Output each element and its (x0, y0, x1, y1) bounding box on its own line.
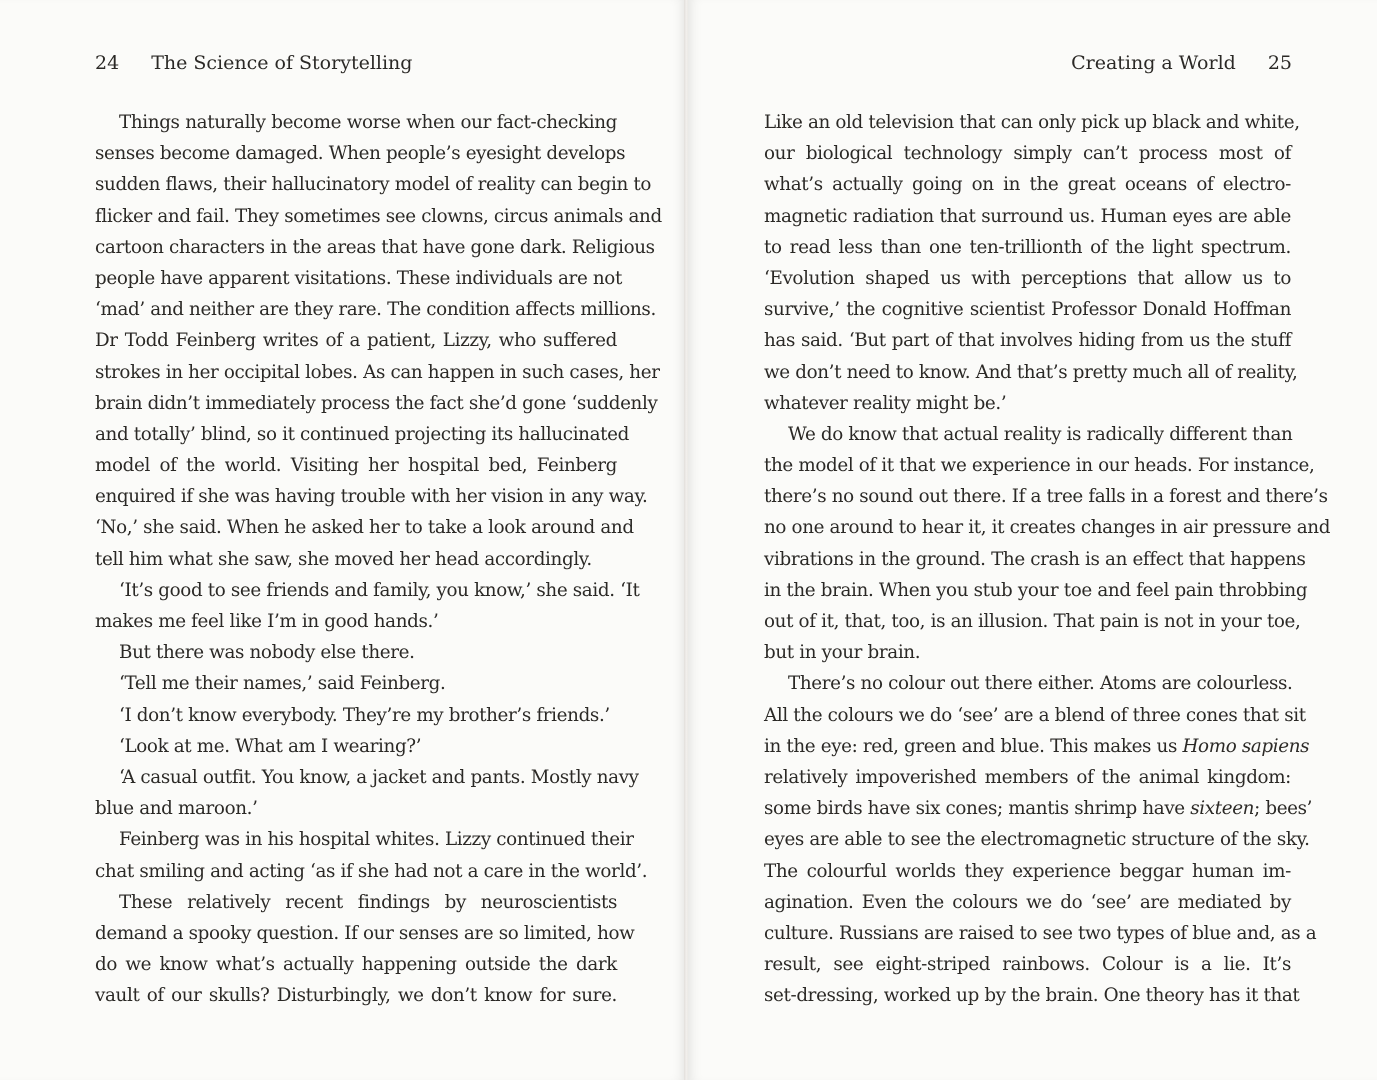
text-line: culture. Russians are raised to see two types of blue and, as a (764, 922, 1317, 944)
text-line: All the colours we do ‘see’ are a blend of three cones that sit (764, 704, 1306, 726)
text-line: cartoon characters in the areas that have gone dark. Religious (95, 236, 655, 258)
book-title: The Science of Storytelling (151, 52, 413, 74)
text-line: blue and maroon.’ (95, 798, 258, 820)
text-line: brain didn’t immediately process the fact she’d gone ‘suddenly (95, 392, 658, 414)
text-line: ‘Look at me. What am I wearing?’ (119, 735, 422, 757)
page-number: 24 (95, 52, 120, 74)
text-line: Feinberg was in his hospital whites. Lizzy continued their (119, 829, 634, 851)
running-head-left (95, 48, 412, 78)
running-head-right (1071, 48, 1292, 78)
text-line: ‘It’s good to see friends and family, you know,’ she said. ‘It (119, 579, 640, 601)
text-line: makes me feel like I’m in good hands.’ (95, 611, 439, 632)
text-line: what’s actually going on in the great oceans of electro- (764, 174, 1291, 196)
text-line: relatively impoverished members of the animal kingdom: (764, 766, 1291, 788)
text-line: to read less than one ten-trillionth of the light spectrum. (764, 236, 1291, 258)
text-line: no one around to hear it, it creates changes in air pressure and (764, 517, 1331, 539)
text-line: chat smiling and acting ‘as if she had not a care in the world’. (95, 860, 648, 882)
text-line: ‘Evolution shaped us with perceptions that allow us to (764, 267, 1291, 289)
text-line: eyes are able to see the electromagnetic structure of the sky. (764, 829, 1310, 851)
text-line: ‘No,’ she said. When he asked her to take a look around and (95, 517, 634, 539)
text-line: set-dressing, worked up by the brain. One theory has it that (764, 985, 1300, 1007)
text-line: demand a spooky question. If our senses are so limited, how (95, 922, 635, 944)
text-line: The colourful worlds they experience beggar human im- (764, 860, 1291, 882)
text-line: our biological technology simply can’t process most of (764, 143, 1291, 165)
text-line: and totally’ blind, so it continued projecting its hallucinated (95, 423, 629, 445)
text-line: some birds have six cones; mantis shrimp have sixteen; bees’ (764, 798, 1313, 820)
text-line: model of the world. Visiting her hospital bed, Feinberg (95, 455, 617, 477)
text-line: vault of our skulls? Disturbingly, we don’t know for sure. (95, 985, 617, 1007)
left-page (0, 0, 686, 1080)
text-line: has said. ‘But part of that involves hiding from us the stuff (764, 330, 1291, 352)
text-line: ‘I don’t know everybody. They’re my brother’s friends.’ (119, 704, 610, 726)
text-line: but in your brain. (764, 642, 921, 664)
text-line: ‘A casual outfit. You know, a jacket and pants. Mostly navy (119, 766, 639, 788)
text-line: There’s no colour out there either. Atoms are colourless. (788, 673, 1293, 695)
text-line: tell him what she saw, she moved her head accordingly. (95, 548, 592, 570)
text-line: there’s no sound out there. If a tree falls in a forest and there’s (764, 486, 1328, 508)
text-line: strokes in her occipital lobes. As can happen in such cases, her (95, 361, 660, 383)
text-line: in the brain. When you stub your toe and feel pain throbbing (764, 579, 1308, 601)
text-line: flicker and fail. They sometimes see clowns, circus animals and (95, 205, 662, 227)
text-line: magnetic radiation that surround us. Human eyes are able (764, 205, 1291, 227)
page-number: 25 (1267, 52, 1292, 74)
text-line: agination. Even the colours we do ‘see’ are mediated by (764, 891, 1291, 913)
body-text (95, 107, 662, 1011)
text-line: result, see eight-striped rainbows. Colour is a lie. It’s (764, 954, 1291, 976)
text-line: Dr Todd Feinberg writes of a patient, Lizzy, who suffered (95, 330, 617, 352)
text-line: These relatively recent findings by neuroscientists (119, 891, 617, 913)
text-line: Things naturally become worse when our fact-checking (119, 112, 617, 133)
text-line: sudden flaws, their hallucinatory model of reality can begin to (95, 174, 652, 196)
text-line: senses become damaged. When people’s eyesight develops (95, 143, 626, 165)
chapter-title: Creating a World (1071, 52, 1236, 74)
text-line: ‘Tell me their names,’ said Feinberg. (119, 673, 446, 695)
right-page (688, 0, 1377, 1080)
text-line: do we know what’s actually happening outside the dark (95, 954, 617, 976)
text-line: vibrations in the ground. The crash is an effect that happens (764, 548, 1306, 570)
text-line: We do know that actual reality is radically different than (788, 423, 1293, 445)
text-line: in the eye: red, green and blue. This makes us Homo sapiens (764, 735, 1310, 757)
text-line: enquired if she was having trouble with her vision in any way. (95, 486, 648, 508)
body-text (764, 107, 1331, 1011)
text-line: people have apparent visitations. These individuals are not (95, 267, 622, 289)
text-line: ‘mad’ and neither are they rare. The condition affects millions. (95, 299, 656, 321)
text-line: survive,’ the cognitive scientist Professor Donald Hoffman (764, 299, 1291, 321)
text-line: whatever reality might be.’ (764, 392, 1007, 414)
text-line: But there was nobody else there. (119, 642, 415, 664)
text-line: out of it, that, too, is an illusion. That pain is not in your toe, (764, 611, 1301, 632)
text-line: Like an old television that can only pick up black and white, (764, 112, 1300, 133)
text-line: we don’t need to know. And that’s pretty much all of reality, (764, 361, 1298, 383)
text-line: the model of it that we experience in our heads. For instance, (764, 455, 1315, 477)
